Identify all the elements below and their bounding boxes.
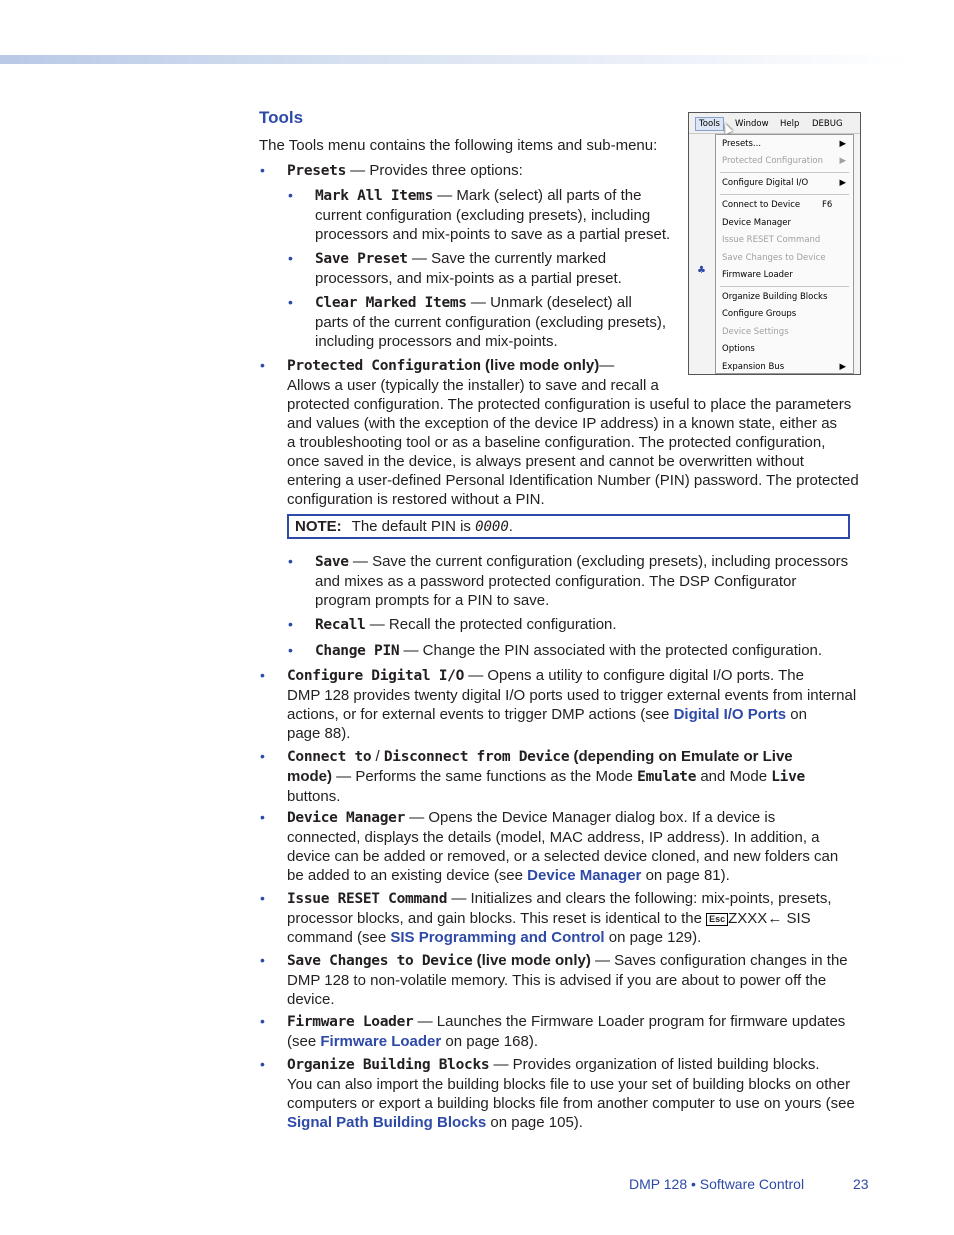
menu-item-configure-groups[interactable]: Configure Groups [722,309,797,319]
footer-title: DMP 128 • Software Control [629,1176,805,1192]
menu-bar [689,113,860,134]
link-signal-path-building-blocks[interactable]: Signal Path Building Blocks [287,1114,487,1131]
menu-item-organize-building-blocks[interactable]: Organize Building Blocks [722,292,828,302]
note-box: NOTE: The default PIN is 0000. [287,514,850,539]
list-item-issue-reset-command: Issue RESET Command — Initializes and clears the following: mix-points, presets, processor blocks, and gain blocks. This reset is identical to the Esc ZXXX← SIS command (see SIS Programming and Control on page 129). [287,890,832,946]
menu-item-expansion-bus[interactable]: Expansion Bus ▶ [722,362,846,372]
tools-dropdown [715,134,854,374]
menu-item-protected-configuration[interactable]: Protected Configuration ▶ [722,156,846,166]
list-item-mark-all-items: Mark All Items — Mark (select) all parts of the current configuration (excluding presets), including processors and mix-points to save as a partial preset. [315,187,671,243]
enter-arrow-icon: ← [767,910,783,927]
list-item-save-preset: Save Preset — Save the currently marked processors, and mix-points as a partial preset. [315,250,622,287]
list-item-firmware-loader: Firmware Loader — Launches the Firmware Loader program for firmware updates (see Firmware Loader on page 168). [287,1013,846,1050]
list-item-device-manager: Device Manager — Opens the Device Manager dialog box. If a device is connected, displays the details (model, MAC address, IP address). In addition, a device can be added or removed, or a selected device cloned, and new folders can be added to an existing device (see Device Manager on page 81). [287,809,839,884]
menu-help[interactable]: Help [780,119,800,129]
list-item-recall: Recall — Recall the protected configuration. [315,616,617,633]
section-heading: Tools [259,108,304,127]
menu-item-save-changes-to-device[interactable]: Save Changes to Device [722,253,826,263]
list-item-connect-disconnect: Connect to / Disconnect from Device (depending on Emulate or Live mode) — Performs the same functions as the Mode Emulate and Mode Live buttons. [287,748,805,805]
list-item-save-changes-to-device: Save Changes to Device (live mode only) — Saves configuration changes in the DMP 128 to non-volatile memory. This is advised if you are about to power off the device. [287,952,848,1008]
intro-text: The Tools menu contains the following items and sub-menu: [259,137,658,154]
bullet: • [288,187,293,203]
menu-item-device-manager[interactable]: Device Manager [722,218,792,228]
menu-item-device-settings[interactable]: Device Settings [722,327,789,337]
menu-item-configure-digital-io[interactable]: Configure Digital I/O ▶ [722,178,846,188]
note-label: NOTE: [295,518,342,535]
link-digital-io-ports[interactable]: Digital I/O Ports [673,706,787,723]
tools-menu-screenshot [688,112,861,375]
menu-item-presets[interactable]: Presets... ▶ [722,139,846,149]
list-item-presets: Presets — Provides three options: [287,162,523,179]
list-item-configure-digital-io: Configure Digital I/O — Opens a utility to configure digital I/O ports. The DMP 128 provides twenty digital I/O ports used to trigger external events from internal actions, or for external events to trigger DMP actions (see Digital I/O Ports on page 88). [287,667,857,742]
menu-item-options[interactable]: Options [722,344,755,354]
bullet: • [260,952,265,968]
bullet: • [260,162,265,178]
list-item-clear-marked-items: Clear Marked Items — Unmark (deselect) all parts of the current configuration (excluding presets), including processors and mix-points. [315,294,667,350]
bullet: • [288,642,293,658]
menu-debug[interactable]: DEBUG [812,119,843,129]
bullet: • [288,250,293,266]
list-item-protected-configuration: Protected Configuration (live mode only)— Allows a user (typically the installer) to save and recall a protected configuration. The protected configuration is useful to place the parameters and values (with the exception of the device IP address) in a known state, either as a troubleshooting tool or as a baseline configuration. The protected configuration, once saved in the device, is always present and cannot be overwritten without entering a user-defined Personal Identification Number (PIN) password. The protected configuration is restored without a PIN. [287,357,859,508]
firmware-loader-icon: ♣ [697,265,706,276]
bullet: • [260,1013,265,1029]
submenu-arrow-icon: ▶ [839,178,846,188]
bullet: • [260,748,265,764]
link-sis-programming[interactable]: SIS Programming and Control [390,929,605,946]
menu-separator [720,194,849,195]
menu-window[interactable]: Window [735,119,769,129]
bullet: • [260,667,265,683]
shortcut-key: F6 [822,200,833,210]
esc-key-icon: Esc [706,913,728,926]
submenu-arrow-icon: ▶ [839,362,846,372]
menu-tools[interactable]: Tools [695,117,724,131]
list-item-save: Save — Save the current configuration (excluding presets), including processors and mixes as a password protected configuration. The DSP Configurator program prompts for a PIN to save. [315,553,849,609]
link-firmware-loader[interactable]: Firmware Loader [320,1033,442,1050]
bullet: • [288,294,293,310]
list-item-organize-building-blocks: Organize Building Blocks — Provides organization of listed building blocks. You can also import the building blocks file to use your set of building blocks on other computers or export a building blocks file from another computer to use on yours (see Signal Path Building Blocks on page 105). [287,1056,855,1131]
bullet: • [260,809,265,825]
link-device-manager[interactable]: Device Manager [527,867,642,884]
bullet: • [288,553,293,569]
bullet: • [288,616,293,632]
list-item-change-pin: Change PIN — Change the PIN associated with the protected configuration. [315,642,823,659]
menu-separator [720,172,849,173]
submenu-arrow-icon: ▶ [839,156,846,166]
page-number: 23 [853,1176,869,1192]
submenu-arrow-icon: ▶ [839,139,846,149]
bullet: • [260,890,265,906]
menu-separator [720,286,849,287]
bullet: • [260,357,265,373]
menu-item-firmware-loader[interactable]: Firmware Loader [722,270,793,280]
menu-item-issue-reset-command[interactable]: Issue RESET Command [722,235,821,245]
menu-item-connect-to-device[interactable]: Connect to Device F6 [722,200,833,210]
bullet: • [260,1056,265,1072]
header-gradient-bar [0,55,910,64]
